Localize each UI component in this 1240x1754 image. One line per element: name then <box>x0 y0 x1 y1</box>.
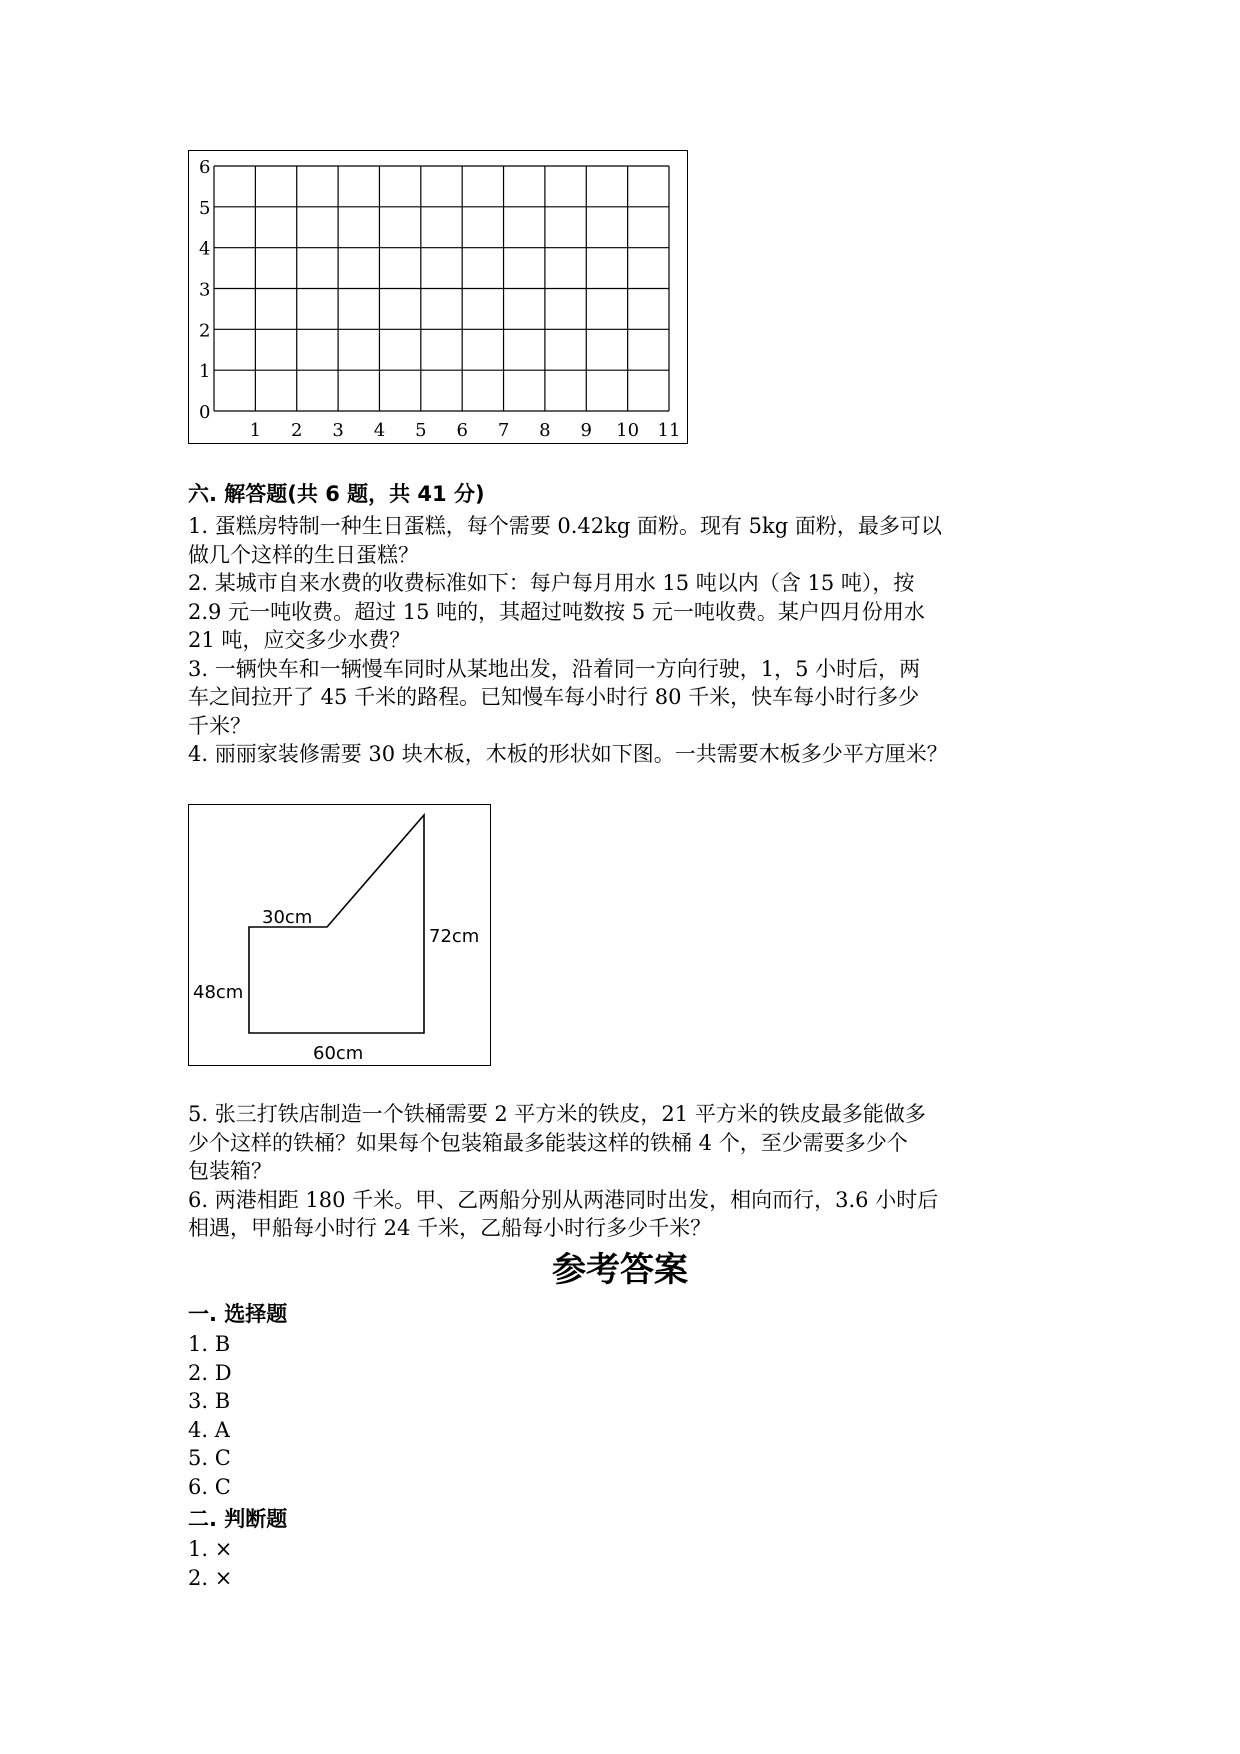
answer-list-choice <box>188 1330 588 1501</box>
answer-item: 5. C <box>188 1446 231 1470</box>
label-72cm: 72cm <box>429 926 480 947</box>
answer-section-1-title: 一. 选择题 <box>188 1302 288 1326</box>
question-line: 少个这样的铁桶？如果每个包装箱最多能装这样的铁桶 4 个，至少需要多少个 <box>188 1130 908 1155</box>
y-tick-label: 1 <box>199 361 211 383</box>
x-tick-label: 8 <box>539 420 551 441</box>
question-line: 2.9 元一吨收费。超过 15 吨的，其超过吨数按 5 元一吨收费。某户四月份用水 <box>188 599 925 624</box>
y-tick-label: 2 <box>199 320 211 342</box>
questions-block-2 <box>188 1100 1068 1243</box>
label-60cm: 60cm <box>313 1043 364 1064</box>
x-tick-label: 9 <box>580 420 592 441</box>
x-tick-label: 2 <box>291 420 303 441</box>
answer-item: 2. D <box>188 1360 232 1385</box>
question-line: 21 吨，应交多少水费？ <box>188 628 411 652</box>
answer-item: 2. × <box>188 1565 233 1590</box>
y-tick-label: 5 <box>199 197 211 219</box>
y-tick-label: 0 <box>199 402 211 423</box>
answer-section-2-title: 二. 判断题 <box>188 1507 288 1531</box>
question-line: 5. 张三打铁店制造一个铁桶需要 2 平方米的铁皮，21 平方米的铁皮最多能做多 <box>188 1102 926 1126</box>
answer-list-judgment <box>188 1535 588 1592</box>
answer-item: 1. B <box>188 1332 231 1356</box>
question-line: 做几个这样的生日蛋糕？ <box>188 542 419 567</box>
question-line: 3. 一辆快车和一辆慢车同时从某地出发，沿着同一方向行驶，1，5 小时后，两 <box>188 656 921 681</box>
wood-board-shape <box>189 805 492 1067</box>
question-line: 1. 蛋糕房特制一种生日蛋糕，每个需要 0.42kg 面粉。现有 5kg 面粉，最多可以 <box>188 514 942 538</box>
question-line: 4. 丽丽家装修需要 30 块木板，木板的形状如下图。一共需要木板多少平方厘米？ <box>188 742 948 766</box>
question-line: 包装箱？ <box>188 1159 272 1183</box>
label-30cm: 30cm <box>262 907 313 928</box>
x-tick-label: 5 <box>415 420 427 441</box>
x-tick-label: 10 <box>616 420 640 441</box>
x-tick-label: 7 <box>497 420 510 441</box>
answer-item: 6. C <box>188 1474 231 1499</box>
question-line: 车之间拉开了 45 千米的路程。已知慢车每小时行 80 千米，快车每小时行多少 <box>188 685 920 709</box>
x-tick-label: 4 <box>373 420 386 441</box>
answer-item: 3. B <box>188 1389 231 1413</box>
question-line: 2. 某城市自来水费的收费标准如下：每户每月用水 15 吨以内（含 15 吨），按 <box>188 571 915 595</box>
coordinate-grid-figure <box>188 150 688 444</box>
question-line: 千米？ <box>188 713 251 738</box>
coordinate-grid <box>189 151 689 445</box>
questions-block-1 <box>188 512 1068 769</box>
answer-item: 1. × <box>188 1537 233 1561</box>
answer-item: 4. A <box>188 1417 230 1442</box>
label-48cm: 48cm <box>193 982 244 1003</box>
section-title-6: 六. 解答题(共 6 题，共 41 分) <box>188 482 485 506</box>
x-tick-label: 3 <box>332 420 344 441</box>
question-line: 6. 两港相距 180 千米。甲、乙两船分别从两港同时出发，相向而行，3.6 小时后 <box>188 1187 939 1212</box>
wood-board-shape-figure <box>188 804 491 1066</box>
x-tick-label: 6 <box>456 420 468 441</box>
question-line: 相遇，甲船每小时行 24 千米，乙船每小时行多少千米？ <box>188 1216 712 1240</box>
x-tick-label: 11 <box>657 420 681 441</box>
x-tick-label: 1 <box>249 420 262 441</box>
y-tick-label: 4 <box>199 238 211 260</box>
answer-key-heading: 参考答案 <box>552 1250 688 1290</box>
y-tick-label: 6 <box>199 157 211 178</box>
y-tick-label: 3 <box>199 279 211 301</box>
